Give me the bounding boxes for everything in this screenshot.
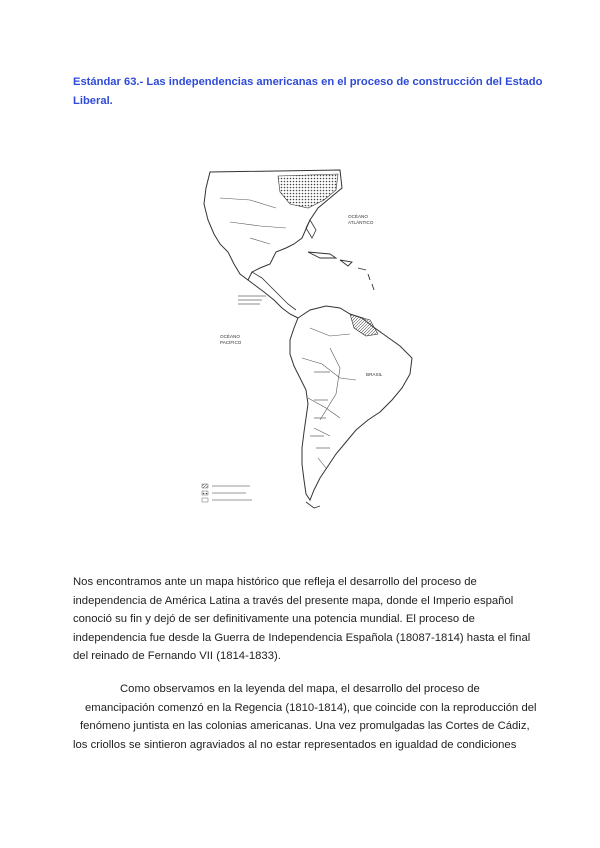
hatched-region-guianas — [350, 314, 378, 336]
paragraph-1-line: independencia de América Latina a través del presente mapa, donde el Imperio español — [73, 594, 514, 607]
map-label-ocean-right-1: OCÉANO — [348, 214, 368, 219]
map-label-brasil: BRASIL — [366, 372, 383, 377]
paragraph-1-line: del reinado de Fernando VII (1814-1833). — [73, 650, 281, 663]
paragraph-1-line: conoció su fin y dejó de ser definitivamente una potencia mundial. El proceso de — [73, 613, 475, 626]
paragraph-2-line: emancipación comenzó en la Regencia (1810-1814), que coincide con la reproducción del — [85, 701, 537, 714]
map-drawing — [190, 168, 422, 516]
paragraph-1-line: Nos encontramos ante un mapa histórico que refleja el desarrollo del proceso de — [73, 576, 477, 588]
paragraph-2 — [73, 680, 537, 754]
paragraph-2-line: Como observamos en la leyenda del mapa, el desarrollo del proceso de — [120, 683, 480, 695]
south-america-outline — [290, 306, 412, 500]
paragraph-2-line: fenómeno juntista en las colonias americanas. Una vez promulgadas las Cortes de Cádiz, — [80, 720, 530, 733]
paragraph-1-line: independencia fue desde la Guerra de Independencia Española (18087-1814) hasta el final — [73, 631, 531, 644]
document-title — [73, 73, 543, 111]
historical-map-americas — [190, 168, 422, 516]
dotted-region-north — [278, 174, 338, 208]
central-america-outline — [248, 280, 298, 318]
map-label-ocean-left-2: PACÍFICO — [220, 340, 242, 345]
title-line-2: Liberal. — [73, 95, 113, 107]
map-label-ocean-right-2: ATLÁNTICO — [348, 220, 374, 225]
paragraph-1 — [73, 573, 531, 666]
title-line-1: Estándar 63.- Las independencias americanas en el proceso de construcción del Estado — [73, 76, 543, 88]
map-label-ocean-left-1: OCÉANO — [220, 334, 240, 339]
paragraph-2-line: los criollos se sintieron agraviados al no estar representados en igualdad de condiciones — [73, 738, 517, 751]
